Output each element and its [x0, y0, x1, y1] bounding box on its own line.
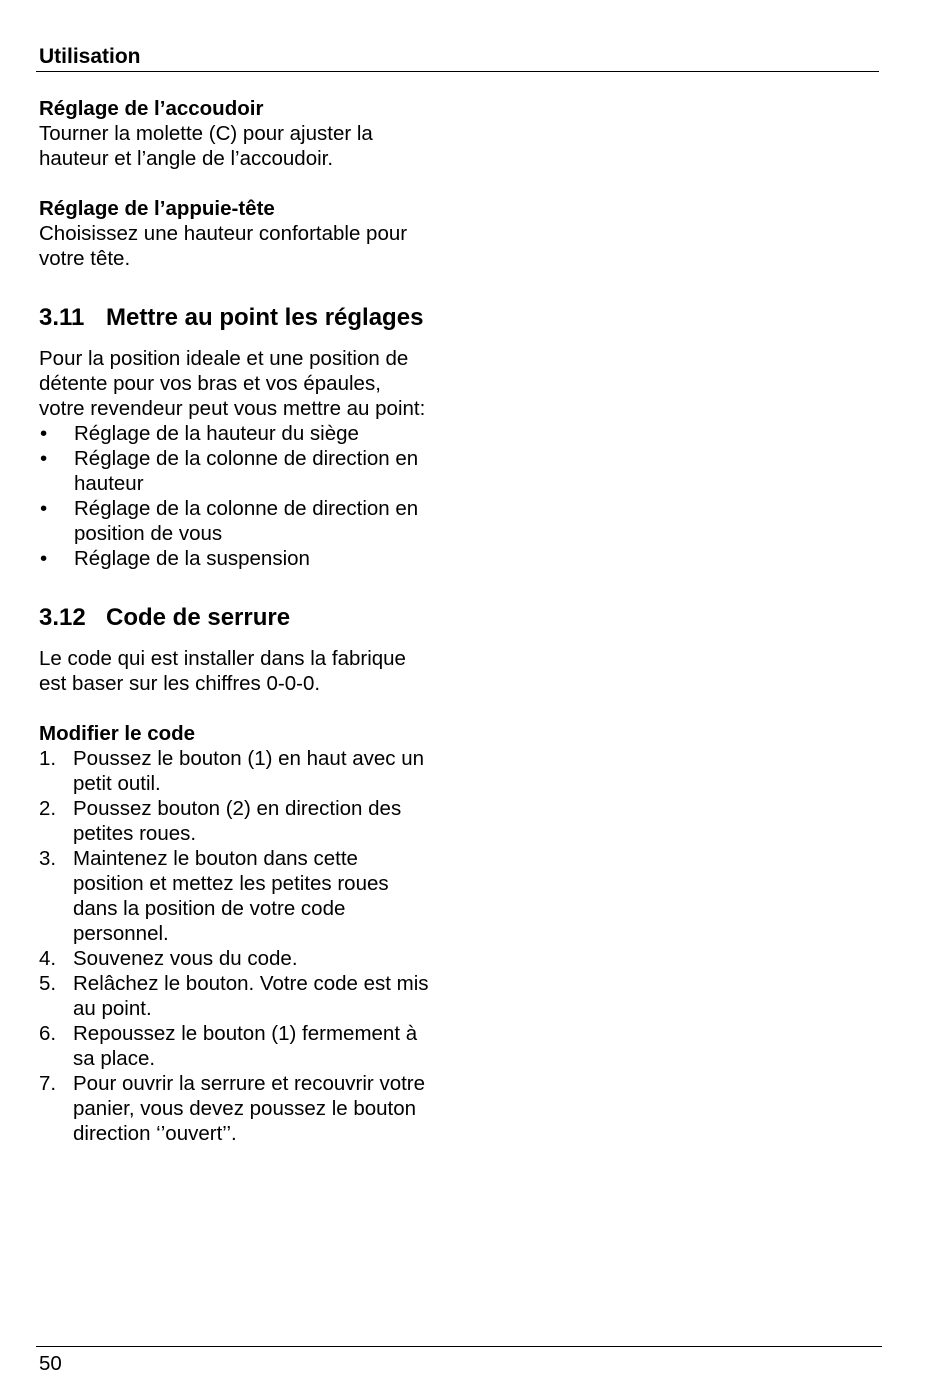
step-item [39, 746, 429, 796]
footer-divider [36, 1346, 882, 1347]
step-item [39, 1071, 429, 1146]
main-column [39, 96, 429, 1146]
step-text: Poussez le bouton (1) en haut avec un petit outil. [73, 747, 425, 795]
step-item [39, 846, 429, 946]
bullet-icon: • [40, 547, 48, 570]
list-item-text: Réglage de la colonne de direction en hauteur [74, 447, 419, 495]
step-number: 4. [39, 947, 57, 970]
spacer [39, 696, 429, 721]
step-number: 6. [39, 1022, 57, 1045]
armrest-heading: Réglage de l’accoudoir [39, 97, 264, 120]
section-311-title: Mettre au point les réglages [106, 304, 424, 331]
section-311-heading [39, 304, 429, 332]
step-number: 3. [39, 847, 57, 870]
list-item [39, 446, 429, 496]
section-311-intro: Pour la position ideale et une position de détente pour vos bras et vos épaules, votre revendeur peut vous mettre au point: [39, 347, 426, 420]
section-312-intro: Le code qui est installer dans la fabrique est baser sur les chiffres 0-0-0. [39, 647, 406, 695]
step-item [39, 946, 429, 971]
step-number: 7. [39, 1072, 57, 1095]
section-312-title: Code de serrure [106, 604, 291, 631]
bullet-icon: • [40, 447, 48, 470]
section-312-number: 3.12 [39, 604, 86, 631]
step-text: Pour ouvrir la serrure et recouvrir votre panier, vous devez poussez le bouton direction ‘’ouvert’’. [73, 1072, 426, 1145]
list-item [39, 546, 429, 571]
step-number: 2. [39, 797, 57, 820]
list-item-text: Réglage de la suspension [74, 547, 310, 570]
headrest-heading: Réglage de l’appuie-tête [39, 197, 275, 220]
section-312-heading [39, 604, 429, 632]
step-number: 5. [39, 972, 57, 995]
header-divider [36, 71, 879, 72]
bullet-icon: • [40, 422, 48, 445]
step-text: Relâchez le bouton. Votre code est mis au point. [73, 972, 429, 1020]
step-text: Souvenez vous du code. [73, 947, 298, 970]
step-item [39, 971, 429, 1021]
list-item [39, 496, 429, 546]
armrest-text: Tourner la molette (C) pour ajuster la hauteur et l’angle de l’accoudoir. [39, 122, 373, 170]
list-item [39, 421, 429, 446]
running-header-title: Utilisation [39, 45, 141, 68]
section-311-number: 3.11 [39, 304, 85, 331]
step-text: Poussez bouton (2) en direction des petites roues. [73, 797, 402, 845]
adjustment-bullet-list [39, 421, 429, 571]
headrest-text: Choisissez une hauteur confortable pour votre tête. [39, 222, 408, 270]
bullet-icon: • [40, 497, 48, 520]
spacer [39, 171, 429, 196]
step-item [39, 796, 429, 846]
page-number: 50 [39, 1352, 62, 1375]
modify-code-heading: Modifier le code [39, 722, 196, 745]
step-text: Repoussez le bouton (1) fermement à sa place. [73, 1022, 418, 1070]
list-item-text: Réglage de la colonne de direction en position de vous [74, 497, 419, 545]
step-number: 1. [39, 747, 57, 770]
modify-code-steps [39, 746, 429, 1146]
step-item [39, 1021, 429, 1071]
step-text: Maintenez le bouton dans cette position et mettez les petites roues dans la position de votre code personnel. [73, 847, 389, 945]
list-item-text: Réglage de la hauteur du siège [74, 422, 359, 445]
